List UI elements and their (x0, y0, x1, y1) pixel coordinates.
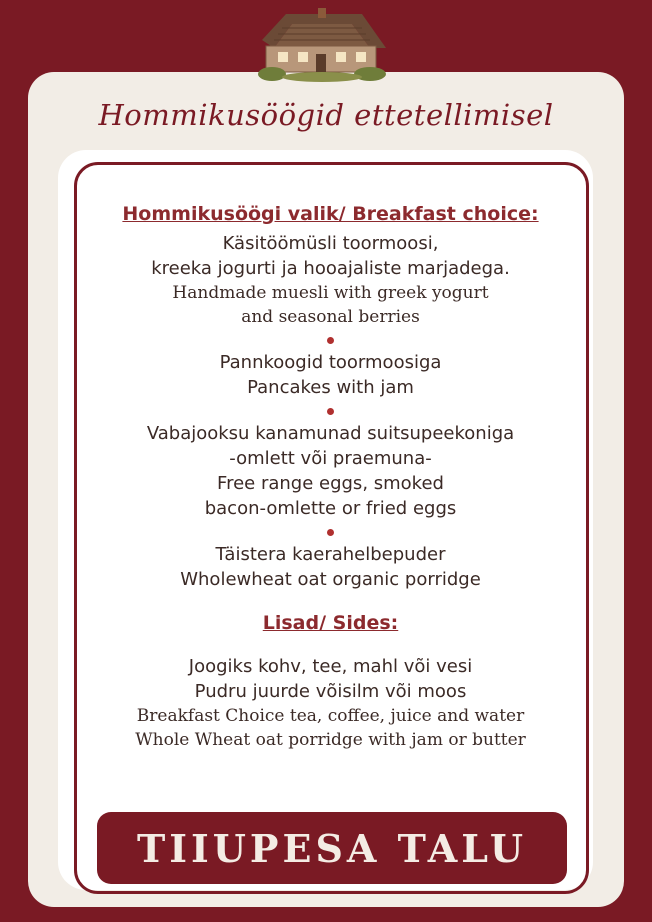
breakfast-section-title: Hommikusöögi valik/ Breakfast choice: (122, 203, 539, 225)
menu-item-line: bacon-omlette or fried eggs (204, 498, 457, 519)
sides-line: Pudru juurde võisilm või moos (194, 681, 467, 702)
page-title: Hommikusöögid ettetellimisel (98, 98, 554, 132)
menu-item-line: Pannkoogid toormoosiga (219, 352, 442, 373)
sides-section-title: Lisad/ Sides: (262, 612, 399, 634)
menu-item (76, 350, 585, 400)
menu-item-line: -omlett või praemuna- (229, 448, 432, 469)
sides-line: Joogiks kohv, tee, mahl või vesi (188, 656, 473, 677)
menu-item-line: Handmade muesli with greek yogurt (172, 283, 489, 303)
sides-line: Whole Wheat oat porridge with jam or butter (135, 730, 526, 750)
menu-item-line: Pancakes with jam (247, 377, 414, 398)
sides-line: Breakfast Choice tea, coffee, juice and water (136, 706, 525, 726)
menu-item-line: Täistera kaerahelbepuder (215, 544, 446, 565)
menu-item-line: Vabajooksu kanamunad suitsupeekoniga (146, 423, 515, 444)
menu-item-line: Wholewheat oat organic porridge (180, 569, 481, 590)
bullet-separator (327, 408, 334, 415)
footer-banner (97, 812, 567, 884)
menu-item (76, 231, 585, 329)
menu-item (76, 542, 585, 592)
menu-item (76, 421, 585, 521)
bullet-separator (327, 337, 334, 344)
brand-name: TIIUPESA TALU (136, 825, 528, 871)
menu-item-line: Käsitöömüsli toormoosi, (222, 233, 439, 254)
menu-content (76, 203, 585, 752)
menu-item-line: Free range eggs, smoked (217, 473, 444, 494)
menu-item-line: and seasonal berries (241, 307, 420, 327)
farmhouse-logo-icon (252, 8, 390, 82)
bullet-separator (327, 529, 334, 536)
menu-item-line: kreeka jogurti ja hooajaliste marjadega. (151, 258, 510, 279)
sides-list (76, 654, 585, 752)
